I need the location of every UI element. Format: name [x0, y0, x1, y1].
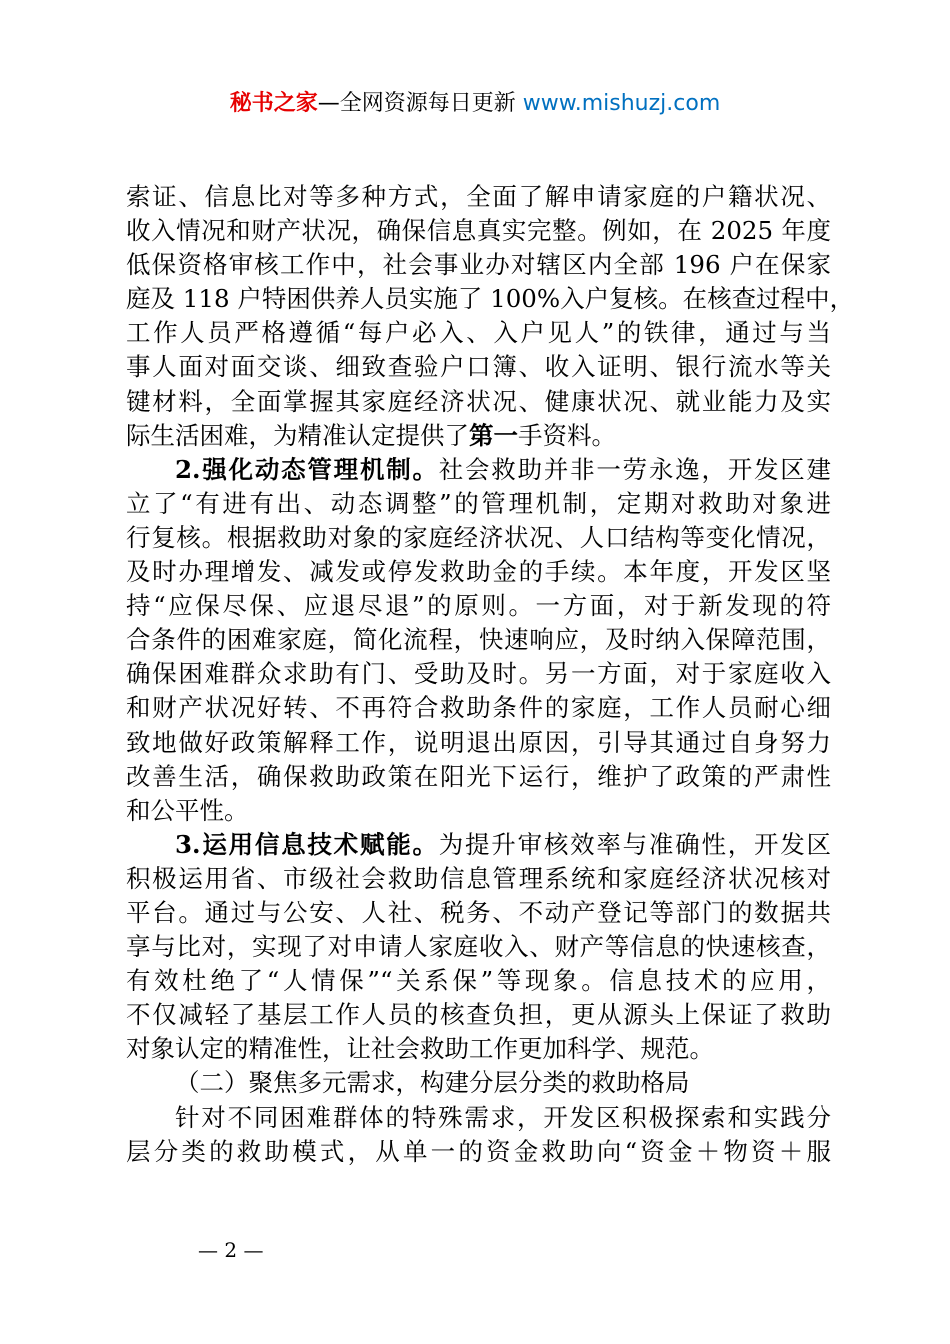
text-line: [126, 419, 831, 453]
text-line: 收入情况和财产状况，确保信息真实完整。例如，在 2025 年度: [126, 216, 831, 246]
text-run: 社会救助并非一劳永逸，开发区建: [438, 454, 832, 484]
brand-name: 秘书之家: [229, 91, 318, 116]
text-line: 平台。通过与公安、人社、税务、不动产登记等部门的数据共: [126, 897, 831, 927]
text-line: 工作人员严格遵循“每户必入、入户见人”的铁律，通过与当: [126, 318, 831, 348]
text-line: 庭及 118 户特困供养人员实施了 100%入户复核。在核查过程中，: [126, 284, 855, 314]
text-line: 键材料，全面掌握其家庭经济状况、健康状况、就业能力及实: [126, 386, 831, 416]
text-line: 索证、信息比对等多种方式，全面了解申请家庭的户籍状况、: [126, 182, 831, 211]
text-line: 确保困难群众求助有门、受助及时。另一方面，对于家庭收入: [126, 659, 831, 689]
paragraph: [126, 1101, 831, 1169]
header-tagline: —全网资源每日更新: [317, 91, 523, 116]
text-line: 有效杜绝了“人情保”“关系保”等现象。信息技术的应用，: [126, 966, 831, 996]
section-heading: （二）聚焦多元需求，构建分层分类的救助格局: [175, 1068, 690, 1098]
text-line: 对象认定的精准性，让社会救助工作更加科学、规范。: [126, 1034, 714, 1064]
text-line: 事人面对面交谈、细致查验户口簿、收入证明、银行流水等关: [126, 352, 831, 382]
text-line: [126, 828, 831, 862]
text-line: 低保资格审核工作中，社会事业办对辖区内全部 196 户在保家: [126, 250, 831, 280]
text-line: 积极运用省、市级社会救助信息管理系统和家庭经济状况核对: [126, 863, 831, 893]
text-line: 享与比对，实现了对申请人家庭收入、财产等信息的快速核查，: [126, 932, 831, 962]
text-line: 立了“有进有出、动态调整”的管理机制，定期对救助对象进: [126, 488, 831, 518]
subsection-heading: 3.运用信息技术赋能。: [175, 829, 439, 859]
text-line: 及时办理增发、减发或停发救助金的手续。本年度，开发区坚: [126, 557, 831, 587]
text-run: 为提升审核效率与准确性，开发区: [438, 829, 832, 859]
text-run: 手资料。: [518, 420, 616, 450]
paragraph: [126, 453, 831, 828]
paragraph: [126, 180, 855, 453]
document-body: [126, 180, 855, 1169]
text-line: [126, 453, 831, 487]
text-line: 致地做好政策解释工作，说明退出原因，引导其通过自身努力: [126, 727, 831, 757]
text-line: 持“应保尽保、应退尽退”的原则。一方面，对于新发现的符: [126, 591, 831, 621]
text-line: 和财产状况好转、不再符合救助条件的家庭，工作人员耐心细: [126, 693, 831, 723]
site-watermark-header: [0, 88, 950, 120]
text-line: 改善生活，确保救助政策在阳光下运行，维护了政策的严肃性: [126, 761, 831, 791]
text-line: 不仅减轻了基层工作人员的核查负担，更从源头上保证了救助: [126, 1000, 831, 1030]
page-number: — 2 —: [198, 1238, 264, 1262]
text-run: 际生活困难，为精准认定提供了: [126, 420, 469, 450]
text-line: 合条件的困难家庭，简化流程，快速响应，及时纳入保障范围，: [126, 625, 831, 655]
header-url: www.mishuzj.com: [522, 91, 721, 116]
emphasis-text: 第一: [469, 420, 518, 450]
text-line: 和公平性。: [126, 795, 249, 825]
paragraph: [126, 828, 831, 1067]
text-line: 层分类的救助模式，从单一的资金救助向“资金＋物资＋服: [126, 1136, 831, 1166]
subsection-heading: 2.强化动态管理机制。: [175, 454, 439, 484]
text-line: 针对不同困难群体的特殊需求，开发区积极探索和实践分: [175, 1102, 831, 1132]
text-line: 行复核。根据救助对象的家庭经济状况、人口结构等变化情况，: [126, 522, 831, 552]
